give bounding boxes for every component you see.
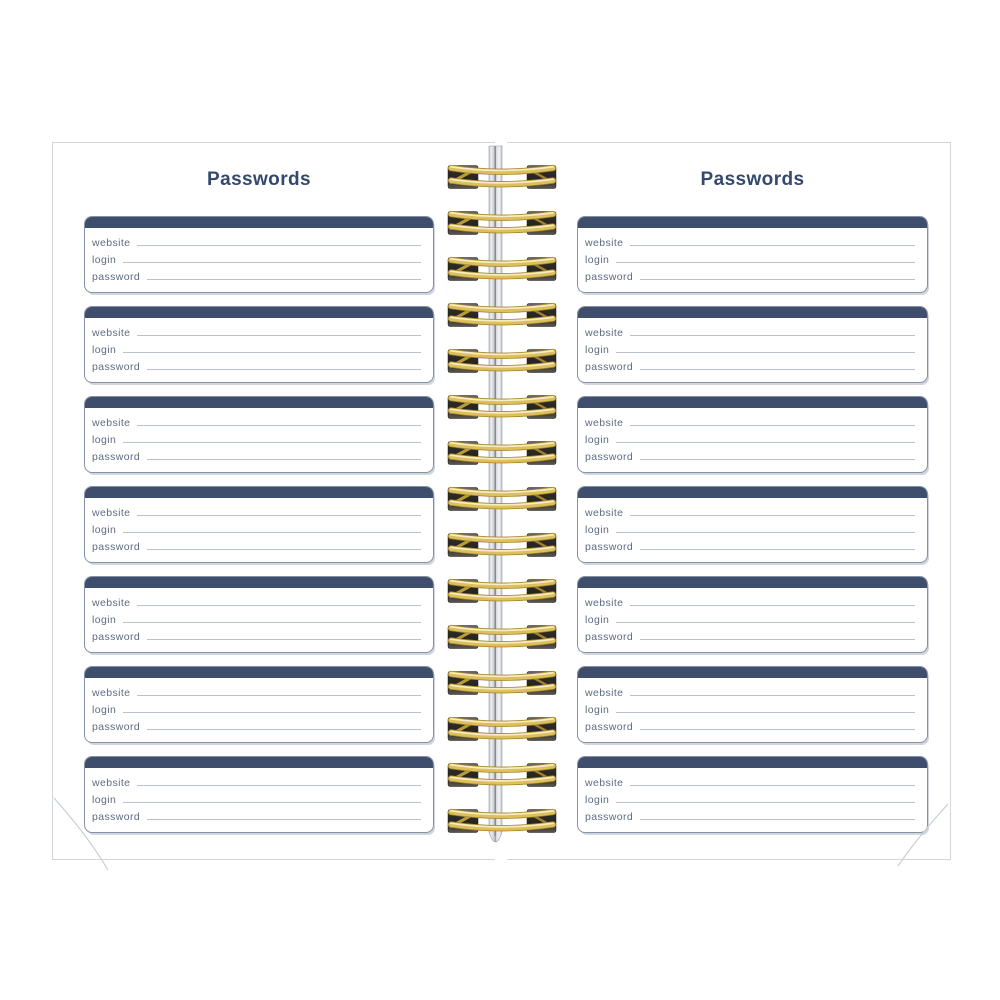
field-writing-line — [640, 639, 915, 640]
card-header-bar — [578, 667, 927, 678]
field-row-website — [585, 592, 915, 609]
card-fields — [85, 318, 433, 373]
field-writing-line — [123, 712, 421, 713]
card-header-bar — [578, 487, 927, 498]
field-row-password — [92, 626, 421, 643]
card-fields — [578, 228, 927, 283]
field-row-website — [92, 682, 421, 699]
field-row-website — [585, 232, 915, 249]
field-label: login — [92, 254, 117, 266]
field-label: website — [92, 237, 131, 249]
field-row-website — [585, 682, 915, 699]
card-fields — [578, 408, 927, 463]
field-writing-line — [137, 245, 421, 246]
field-label: website — [92, 417, 131, 429]
field-label: website — [585, 237, 624, 249]
card-header-bar — [85, 577, 433, 588]
field-row-password — [585, 806, 915, 823]
field-row-website — [585, 502, 915, 519]
field-row-login — [585, 699, 915, 716]
card-fields — [85, 228, 433, 283]
card-header-bar — [578, 307, 927, 318]
field-label: password — [92, 721, 141, 733]
field-label: login — [92, 344, 117, 356]
field-row-website — [585, 772, 915, 789]
field-writing-line — [137, 605, 421, 606]
field-writing-line — [137, 785, 421, 786]
card-fields — [85, 678, 433, 733]
field-label: password — [585, 811, 634, 823]
card-header-bar — [85, 307, 433, 318]
field-label: password — [585, 271, 634, 283]
field-row-password — [585, 356, 915, 373]
card-fields — [578, 678, 927, 733]
field-row-login — [92, 249, 421, 266]
card-fields — [85, 768, 433, 823]
card-header-bar — [578, 397, 927, 408]
field-writing-line — [123, 532, 421, 533]
spiral-binding — [440, 140, 560, 860]
field-writing-line — [123, 802, 421, 803]
field-row-login — [92, 699, 421, 716]
page-title: Passwords — [700, 169, 805, 190]
field-writing-line — [640, 279, 915, 280]
field-label: password — [92, 811, 141, 823]
password-card — [84, 576, 434, 653]
field-writing-line — [123, 622, 421, 623]
field-writing-line — [630, 335, 915, 336]
password-entry-list — [577, 216, 928, 833]
field-writing-line — [147, 729, 421, 730]
field-writing-line — [616, 532, 915, 533]
field-row-login — [585, 429, 915, 446]
field-writing-line — [147, 369, 421, 370]
card-fields — [578, 498, 927, 553]
card-fields — [85, 408, 433, 463]
password-card — [84, 486, 434, 563]
field-writing-line — [630, 515, 915, 516]
field-writing-line — [616, 712, 915, 713]
field-writing-line — [137, 515, 421, 516]
password-card — [84, 396, 434, 473]
card-header-bar — [85, 667, 433, 678]
password-card — [84, 216, 434, 293]
field-row-website — [92, 322, 421, 339]
password-card — [577, 666, 928, 743]
field-label: website — [585, 777, 624, 789]
field-label: login — [92, 524, 117, 536]
card-fields — [578, 588, 927, 643]
field-label: password — [585, 451, 634, 463]
password-card — [84, 666, 434, 743]
field-row-website — [585, 322, 915, 339]
field-row-login — [585, 609, 915, 626]
field-label: website — [585, 687, 624, 699]
password-card — [577, 576, 928, 653]
field-row-website — [92, 502, 421, 519]
field-row-password — [585, 266, 915, 283]
field-row-website — [92, 412, 421, 429]
left-page — [52, 142, 495, 860]
field-label: login — [585, 254, 610, 266]
field-writing-line — [123, 262, 421, 263]
field-row-website — [585, 412, 915, 429]
field-row-website — [92, 232, 421, 249]
password-card — [577, 306, 928, 383]
card-header-bar — [578, 577, 927, 588]
field-writing-line — [123, 352, 421, 353]
field-row-login — [585, 789, 915, 806]
field-label: password — [92, 271, 141, 283]
field-row-password — [92, 806, 421, 823]
field-writing-line — [640, 549, 915, 550]
field-label: website — [92, 687, 131, 699]
field-writing-line — [616, 352, 915, 353]
field-writing-line — [616, 802, 915, 803]
field-label: login — [585, 794, 610, 806]
card-fields — [578, 768, 927, 823]
field-writing-line — [616, 442, 915, 443]
field-row-password — [585, 626, 915, 643]
field-label: website — [92, 507, 131, 519]
field-writing-line — [137, 335, 421, 336]
password-card — [577, 486, 928, 563]
password-card — [84, 756, 434, 833]
field-label: password — [585, 721, 634, 733]
field-writing-line — [147, 279, 421, 280]
field-label: password — [92, 631, 141, 643]
field-label: password — [92, 451, 141, 463]
field-label: login — [92, 794, 117, 806]
field-row-login — [585, 249, 915, 266]
field-writing-line — [630, 605, 915, 606]
field-label: website — [585, 597, 624, 609]
field-row-website — [92, 772, 421, 789]
card-header-bar — [85, 217, 433, 228]
card-header-bar — [578, 217, 927, 228]
card-header-bar — [85, 757, 433, 768]
card-header-bar — [578, 757, 927, 768]
field-row-password — [585, 716, 915, 733]
field-label: login — [92, 704, 117, 716]
field-writing-line — [616, 622, 915, 623]
field-row-login — [92, 789, 421, 806]
card-fields — [85, 588, 433, 643]
field-label: login — [92, 614, 117, 626]
field-row-password — [585, 536, 915, 553]
field-label: password — [585, 541, 634, 553]
field-writing-line — [137, 695, 421, 696]
field-writing-line — [630, 425, 915, 426]
field-row-password — [92, 446, 421, 463]
field-label: login — [585, 434, 610, 446]
field-label: password — [92, 361, 141, 373]
field-writing-line — [630, 245, 915, 246]
field-label: website — [92, 597, 131, 609]
field-writing-line — [640, 459, 915, 460]
field-row-website — [92, 592, 421, 609]
field-label: website — [585, 417, 624, 429]
card-header-bar — [85, 397, 433, 408]
field-row-password — [92, 266, 421, 283]
field-row-password — [92, 356, 421, 373]
page-title: Passwords — [207, 169, 311, 190]
password-card — [577, 756, 928, 833]
field-writing-line — [630, 785, 915, 786]
field-writing-line — [640, 819, 915, 820]
field-label: login — [585, 704, 610, 716]
field-label: login — [585, 524, 610, 536]
field-label: login — [585, 344, 610, 356]
field-row-login — [585, 339, 915, 356]
card-header-bar — [85, 487, 433, 498]
field-writing-line — [147, 549, 421, 550]
card-fields — [578, 318, 927, 373]
password-card — [577, 396, 928, 473]
field-row-password — [92, 536, 421, 553]
field-writing-line — [147, 459, 421, 460]
field-writing-line — [137, 425, 421, 426]
field-label: website — [585, 327, 624, 339]
password-card — [84, 306, 434, 383]
field-writing-line — [640, 369, 915, 370]
card-fields — [85, 498, 433, 553]
field-row-password — [92, 716, 421, 733]
field-writing-line — [123, 442, 421, 443]
field-label: website — [585, 507, 624, 519]
field-label: password — [585, 361, 634, 373]
field-label: password — [585, 631, 634, 643]
password-entry-list — [84, 216, 434, 833]
field-label: password — [92, 541, 141, 553]
password-card — [577, 216, 928, 293]
field-writing-line — [147, 639, 421, 640]
field-row-login — [92, 609, 421, 626]
field-writing-line — [630, 695, 915, 696]
field-writing-line — [616, 262, 915, 263]
field-label: login — [585, 614, 610, 626]
field-row-login — [585, 519, 915, 536]
field-writing-line — [640, 729, 915, 730]
field-label: website — [92, 327, 131, 339]
field-row-login — [92, 519, 421, 536]
field-label: login — [92, 434, 117, 446]
field-row-login — [92, 339, 421, 356]
field-label: website — [92, 777, 131, 789]
right-page — [507, 142, 951, 860]
field-writing-line — [147, 819, 421, 820]
field-row-password — [585, 446, 915, 463]
field-row-login — [92, 429, 421, 446]
